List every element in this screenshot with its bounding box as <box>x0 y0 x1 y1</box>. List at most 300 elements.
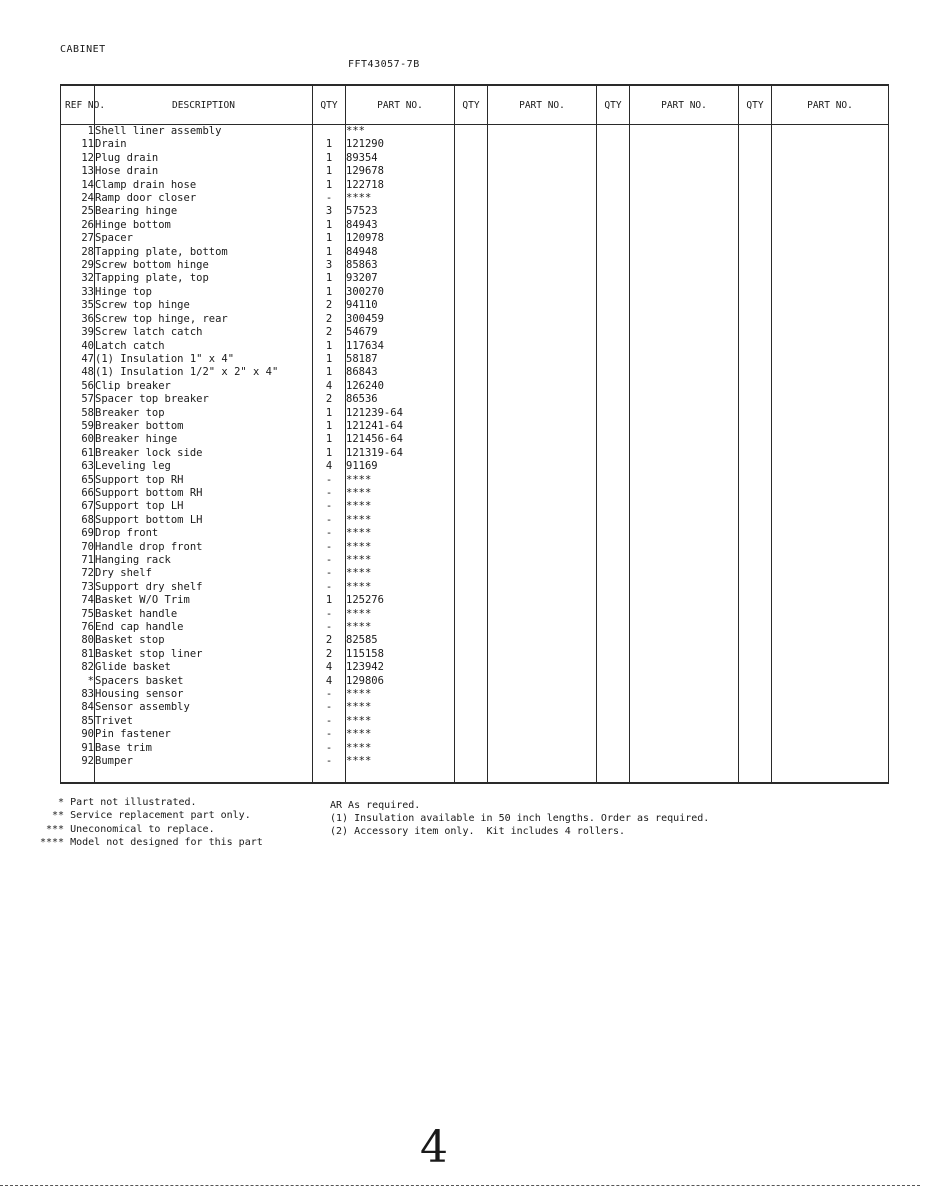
table-row <box>61 259 889 272</box>
part-no-cell: 85863 <box>346 259 455 272</box>
empty-qty-cell <box>597 366 630 379</box>
empty-qty-cell <box>455 420 488 433</box>
table-row <box>61 313 889 326</box>
empty-qty-cell <box>455 232 488 245</box>
empty-part-no-cell <box>772 514 889 527</box>
empty-qty-cell <box>739 340 772 353</box>
document-code: FFT43057-7B <box>348 59 420 70</box>
header-ref-no: REF NO. <box>61 85 95 125</box>
empty-qty-cell <box>455 527 488 540</box>
description-cell: Screw top hinge, rear <box>95 313 313 326</box>
part-no-cell: **** <box>346 608 455 621</box>
empty-part-no-cell <box>772 527 889 540</box>
empty-part-no-cell <box>772 447 889 460</box>
ref-no-cell: 1 <box>61 125 95 139</box>
empty-qty-cell <box>597 755 630 768</box>
part-no-cell: 121290 <box>346 138 455 151</box>
table-row <box>61 648 889 661</box>
part-no-cell: 57523 <box>346 205 455 218</box>
empty-part-no-cell <box>772 755 889 768</box>
empty-qty-cell <box>739 688 772 701</box>
empty-part-no-cell <box>488 648 597 661</box>
part-no-cell: **** <box>346 541 455 554</box>
empty-part-no-cell <box>488 393 597 406</box>
ref-no-cell: 25 <box>61 205 95 218</box>
empty-part-no-cell <box>488 179 597 192</box>
empty-part-no-cell <box>488 567 597 580</box>
ref-no-cell: 47 <box>61 353 95 366</box>
empty-part-no-cell <box>630 179 739 192</box>
empty-part-no-cell <box>630 138 739 151</box>
description-cell: Screw latch catch <box>95 326 313 339</box>
table-row <box>61 286 889 299</box>
empty-qty-cell <box>739 742 772 755</box>
description-cell: Base trim <box>95 742 313 755</box>
empty-part-no-cell <box>630 541 739 554</box>
empty-part-no-cell <box>772 299 889 312</box>
qty-cell: 1 <box>313 165 346 178</box>
qty-cell: 1 <box>313 433 346 446</box>
empty-qty-cell <box>597 728 630 741</box>
empty-qty-cell <box>597 594 630 607</box>
table-row <box>61 742 889 755</box>
description-cell: Sensor assembly <box>95 701 313 714</box>
empty-part-no-cell <box>488 594 597 607</box>
qty-cell: 1 <box>313 272 346 285</box>
empty-part-no-cell <box>630 232 739 245</box>
empty-part-no-cell <box>630 527 739 540</box>
empty-qty-cell <box>739 326 772 339</box>
page-bottom-rule <box>0 1185 920 1186</box>
empty-qty-cell <box>597 500 630 513</box>
empty-part-no-cell <box>488 232 597 245</box>
empty-qty-cell <box>455 393 488 406</box>
empty-qty-cell <box>455 205 488 218</box>
empty-qty-cell <box>597 715 630 728</box>
empty-qty-cell <box>739 581 772 594</box>
empty-qty-cell <box>455 353 488 366</box>
description-cell: Shell liner assembly <box>95 125 313 139</box>
empty-qty-cell <box>739 701 772 714</box>
header-part-no: PART NO. <box>630 85 739 125</box>
empty-part-no-cell <box>488 581 597 594</box>
part-no-cell: **** <box>346 688 455 701</box>
empty-qty-cell <box>739 433 772 446</box>
empty-qty-cell <box>455 701 488 714</box>
qty-cell: 2 <box>313 313 346 326</box>
table-row <box>61 567 889 580</box>
table-row <box>61 219 889 232</box>
empty-part-no-cell <box>630 393 739 406</box>
empty-qty-cell <box>455 165 488 178</box>
empty-part-no-cell <box>630 353 739 366</box>
table-row <box>61 500 889 513</box>
empty-qty-cell <box>597 353 630 366</box>
empty-part-no-cell <box>772 353 889 366</box>
header-qty: QTY <box>739 85 772 125</box>
table-row <box>61 541 889 554</box>
empty-part-no-cell <box>488 380 597 393</box>
empty-part-no-cell <box>488 353 597 366</box>
ref-no-cell: 63 <box>61 460 95 473</box>
empty-part-no-cell <box>772 554 889 567</box>
table-row <box>61 675 889 688</box>
ref-no-cell: 71 <box>61 554 95 567</box>
empty-qty-cell <box>597 259 630 272</box>
description-cell: Support top LH <box>95 500 313 513</box>
table-row <box>61 340 889 353</box>
description-cell: Drain <box>95 138 313 151</box>
description-cell: Latch catch <box>95 340 313 353</box>
empty-part-no-cell <box>772 460 889 473</box>
empty-part-no-cell <box>630 634 739 647</box>
empty-part-no-cell <box>772 246 889 259</box>
table-row <box>61 246 889 259</box>
description-cell: Basket stop <box>95 634 313 647</box>
empty-qty-cell <box>597 138 630 151</box>
ref-no-cell: 73 <box>61 581 95 594</box>
table-row <box>61 326 889 339</box>
ref-no-cell: 75 <box>61 608 95 621</box>
part-no-cell: **** <box>346 581 455 594</box>
ref-no-cell: 80 <box>61 634 95 647</box>
empty-part-no-cell <box>772 286 889 299</box>
empty-qty-cell <box>455 554 488 567</box>
description-cell: Hanging rack <box>95 554 313 567</box>
empty-part-no-cell <box>772 232 889 245</box>
empty-part-no-cell <box>772 567 889 580</box>
qty-cell: 1 <box>313 246 346 259</box>
qty-cell: 1 <box>313 138 346 151</box>
description-cell: Glide basket <box>95 661 313 674</box>
table-row <box>61 192 889 205</box>
empty-part-no-cell <box>630 715 739 728</box>
empty-part-no-cell <box>488 661 597 674</box>
part-no-cell: **** <box>346 514 455 527</box>
table-header-row <box>61 85 889 125</box>
empty-qty-cell <box>739 366 772 379</box>
empty-qty-cell <box>739 246 772 259</box>
description-cell: Pin fastener <box>95 728 313 741</box>
description-cell: Clamp drain hose <box>95 179 313 192</box>
part-no-cell: **** <box>346 500 455 513</box>
empty-part-no-cell <box>488 728 597 741</box>
ref-no-cell: 40 <box>61 340 95 353</box>
table-row <box>61 407 889 420</box>
empty-part-no-cell <box>488 675 597 688</box>
empty-qty-cell <box>597 621 630 634</box>
empty-part-no-cell <box>772 259 889 272</box>
ref-no-cell: 27 <box>61 232 95 245</box>
footnote: AR As required. <box>330 800 421 811</box>
table-row <box>61 299 889 312</box>
qty-cell: 1 <box>313 594 346 607</box>
part-no-cell: 300270 <box>346 286 455 299</box>
parts-table <box>60 84 889 784</box>
empty-qty-cell <box>455 728 488 741</box>
ref-no-cell: 76 <box>61 621 95 634</box>
part-no-cell: 120978 <box>346 232 455 245</box>
empty-part-no-cell <box>772 500 889 513</box>
ref-no-cell: 68 <box>61 514 95 527</box>
empty-qty-cell <box>739 192 772 205</box>
table-row <box>61 728 889 741</box>
footnote: * Part not illustrated. <box>40 797 197 808</box>
empty-part-no-cell <box>630 326 739 339</box>
header-qty: QTY <box>597 85 630 125</box>
empty-part-no-cell <box>630 514 739 527</box>
description-cell: Support bottom RH <box>95 487 313 500</box>
description-cell: Bearing hinge <box>95 205 313 218</box>
part-no-cell: 121319-64 <box>346 447 455 460</box>
empty-qty-cell <box>597 608 630 621</box>
qty-cell: 1 <box>313 353 346 366</box>
empty-qty-cell <box>597 393 630 406</box>
ref-no-cell: 65 <box>61 474 95 487</box>
empty-qty-cell <box>597 205 630 218</box>
empty-qty-cell <box>455 460 488 473</box>
empty-qty-cell <box>455 675 488 688</box>
empty-qty-cell <box>455 634 488 647</box>
empty-part-no-cell <box>772 340 889 353</box>
footnotes-left <box>40 796 263 849</box>
table-row <box>61 688 889 701</box>
empty-qty-cell <box>455 594 488 607</box>
ref-no-cell: 83 <box>61 688 95 701</box>
empty-part-no-cell <box>630 313 739 326</box>
empty-part-no-cell <box>630 447 739 460</box>
empty-qty-cell <box>739 272 772 285</box>
table-row <box>61 581 889 594</box>
empty-qty-cell <box>455 192 488 205</box>
table-row <box>61 205 889 218</box>
qty-cell: 1 <box>313 179 346 192</box>
empty-qty-cell <box>739 299 772 312</box>
empty-qty-cell <box>597 581 630 594</box>
empty-qty-cell <box>739 205 772 218</box>
description-cell: End cap handle <box>95 621 313 634</box>
qty-cell: 3 <box>313 205 346 218</box>
ref-no-cell: 85 <box>61 715 95 728</box>
qty-cell: - <box>313 474 346 487</box>
part-no-cell: **** <box>346 621 455 634</box>
empty-part-no-cell <box>488 286 597 299</box>
description-cell: (1) Insulation 1/2" x 2" x 4" <box>95 366 313 379</box>
description-cell: Drop front <box>95 527 313 540</box>
empty-part-no-cell <box>630 675 739 688</box>
empty-qty-cell <box>597 648 630 661</box>
empty-qty-cell <box>597 125 630 139</box>
qty-cell: 4 <box>313 661 346 674</box>
table-row <box>61 474 889 487</box>
header-description: DESCRIPTION <box>95 85 313 125</box>
empty-part-no-cell <box>772 420 889 433</box>
empty-part-no-cell <box>772 648 889 661</box>
empty-qty-cell <box>455 661 488 674</box>
empty-part-no-cell <box>630 554 739 567</box>
empty-part-no-cell <box>630 755 739 768</box>
empty-part-no-cell <box>630 661 739 674</box>
empty-qty-cell <box>455 433 488 446</box>
empty-part-no-cell <box>772 728 889 741</box>
table-row <box>61 621 889 634</box>
description-cell: Clip breaker <box>95 380 313 393</box>
empty-qty-cell <box>597 675 630 688</box>
empty-part-no-cell <box>630 380 739 393</box>
empty-part-no-cell <box>488 608 597 621</box>
empty-part-no-cell <box>772 326 889 339</box>
qty-cell: - <box>313 487 346 500</box>
empty-qty-cell <box>597 152 630 165</box>
part-no-cell: **** <box>346 755 455 768</box>
empty-qty-cell <box>597 742 630 755</box>
empty-part-no-cell <box>488 192 597 205</box>
empty-qty-cell <box>739 420 772 433</box>
empty-qty-cell <box>597 474 630 487</box>
description-cell: Basket handle <box>95 608 313 621</box>
qty-cell: - <box>313 621 346 634</box>
table-row <box>61 393 889 406</box>
table-row <box>61 554 889 567</box>
empty-qty-cell <box>597 527 630 540</box>
empty-qty-cell <box>455 581 488 594</box>
footnotes-right <box>330 799 709 838</box>
empty-part-no-cell <box>630 728 739 741</box>
part-no-cell: 122718 <box>346 179 455 192</box>
ref-no-cell: 14 <box>61 179 95 192</box>
empty-part-no-cell <box>772 688 889 701</box>
empty-part-no-cell <box>488 541 597 554</box>
ref-no-cell: 66 <box>61 487 95 500</box>
empty-part-no-cell <box>772 380 889 393</box>
ref-no-cell: 57 <box>61 393 95 406</box>
qty-cell: 4 <box>313 460 346 473</box>
header-part-no: PART NO. <box>488 85 597 125</box>
empty-qty-cell <box>739 125 772 139</box>
empty-qty-cell <box>597 487 630 500</box>
empty-qty-cell <box>455 755 488 768</box>
empty-part-no-cell <box>630 500 739 513</box>
part-no-cell: 82585 <box>346 634 455 647</box>
empty-part-no-cell <box>772 608 889 621</box>
ref-no-cell: 91 <box>61 742 95 755</box>
empty-part-no-cell <box>772 138 889 151</box>
empty-qty-cell <box>739 487 772 500</box>
empty-qty-cell <box>739 755 772 768</box>
empty-part-no-cell <box>772 474 889 487</box>
empty-part-no-cell <box>488 326 597 339</box>
footnote: (1) Insulation available in 50 inch lengths. Order as required. <box>330 813 710 824</box>
empty-qty-cell <box>455 742 488 755</box>
empty-qty-cell <box>739 179 772 192</box>
ref-no-cell: 12 <box>61 152 95 165</box>
qty-cell: 1 <box>313 340 346 353</box>
empty-part-no-cell <box>772 433 889 446</box>
ref-no-cell: 60 <box>61 433 95 446</box>
qty-cell: 4 <box>313 380 346 393</box>
table-row <box>61 179 889 192</box>
empty-qty-cell <box>739 567 772 580</box>
empty-part-no-cell <box>630 259 739 272</box>
empty-qty-cell <box>455 487 488 500</box>
empty-qty-cell <box>597 272 630 285</box>
header-part-no: PART NO. <box>772 85 889 125</box>
part-no-cell: 84948 <box>346 246 455 259</box>
part-no-cell: 123942 <box>346 661 455 674</box>
qty-cell: - <box>313 541 346 554</box>
table-filler-row <box>61 769 889 784</box>
qty-cell: - <box>313 554 346 567</box>
ref-no-cell: 59 <box>61 420 95 433</box>
qty-cell: 2 <box>313 299 346 312</box>
empty-qty-cell <box>739 219 772 232</box>
empty-part-no-cell <box>488 433 597 446</box>
empty-qty-cell <box>597 634 630 647</box>
empty-part-no-cell <box>630 701 739 714</box>
empty-qty-cell <box>597 380 630 393</box>
table-row <box>61 138 889 151</box>
empty-qty-cell <box>597 340 630 353</box>
empty-qty-cell <box>455 715 488 728</box>
empty-qty-cell <box>597 232 630 245</box>
qty-cell: - <box>313 567 346 580</box>
qty-cell: - <box>313 728 346 741</box>
empty-part-no-cell <box>488 299 597 312</box>
empty-qty-cell <box>597 420 630 433</box>
empty-part-no-cell <box>488 514 597 527</box>
empty-part-no-cell <box>772 661 889 674</box>
ref-no-cell: 29 <box>61 259 95 272</box>
empty-part-no-cell <box>772 634 889 647</box>
empty-qty-cell <box>455 500 488 513</box>
empty-qty-cell <box>597 179 630 192</box>
empty-qty-cell <box>597 299 630 312</box>
qty-cell: - <box>313 527 346 540</box>
empty-part-no-cell <box>488 366 597 379</box>
qty-cell: - <box>313 742 346 755</box>
empty-qty-cell <box>739 165 772 178</box>
description-cell: Spacer <box>95 232 313 245</box>
empty-part-no-cell <box>630 567 739 580</box>
empty-qty-cell <box>597 567 630 580</box>
empty-part-no-cell <box>488 634 597 647</box>
qty-cell: 2 <box>313 326 346 339</box>
description-cell: Hinge bottom <box>95 219 313 232</box>
description-cell: Breaker bottom <box>95 420 313 433</box>
qty-cell: - <box>313 514 346 527</box>
empty-part-no-cell <box>630 742 739 755</box>
empty-part-no-cell <box>630 460 739 473</box>
footnote: **** Model not designed for this part <box>40 836 263 848</box>
ref-no-cell: 35 <box>61 299 95 312</box>
empty-qty-cell <box>455 407 488 420</box>
empty-part-no-cell <box>630 621 739 634</box>
empty-part-no-cell <box>488 420 597 433</box>
table-row <box>61 380 889 393</box>
part-no-cell: **** <box>346 715 455 728</box>
empty-qty-cell <box>597 701 630 714</box>
empty-part-no-cell <box>488 152 597 165</box>
part-no-cell: 58187 <box>346 353 455 366</box>
description-cell: Spacers basket <box>95 675 313 688</box>
empty-qty-cell <box>739 675 772 688</box>
ref-no-cell: 56 <box>61 380 95 393</box>
part-no-cell: 93207 <box>346 272 455 285</box>
empty-part-no-cell <box>772 675 889 688</box>
empty-part-no-cell <box>772 272 889 285</box>
description-cell: Tapping plate, top <box>95 272 313 285</box>
part-no-cell: **** <box>346 701 455 714</box>
